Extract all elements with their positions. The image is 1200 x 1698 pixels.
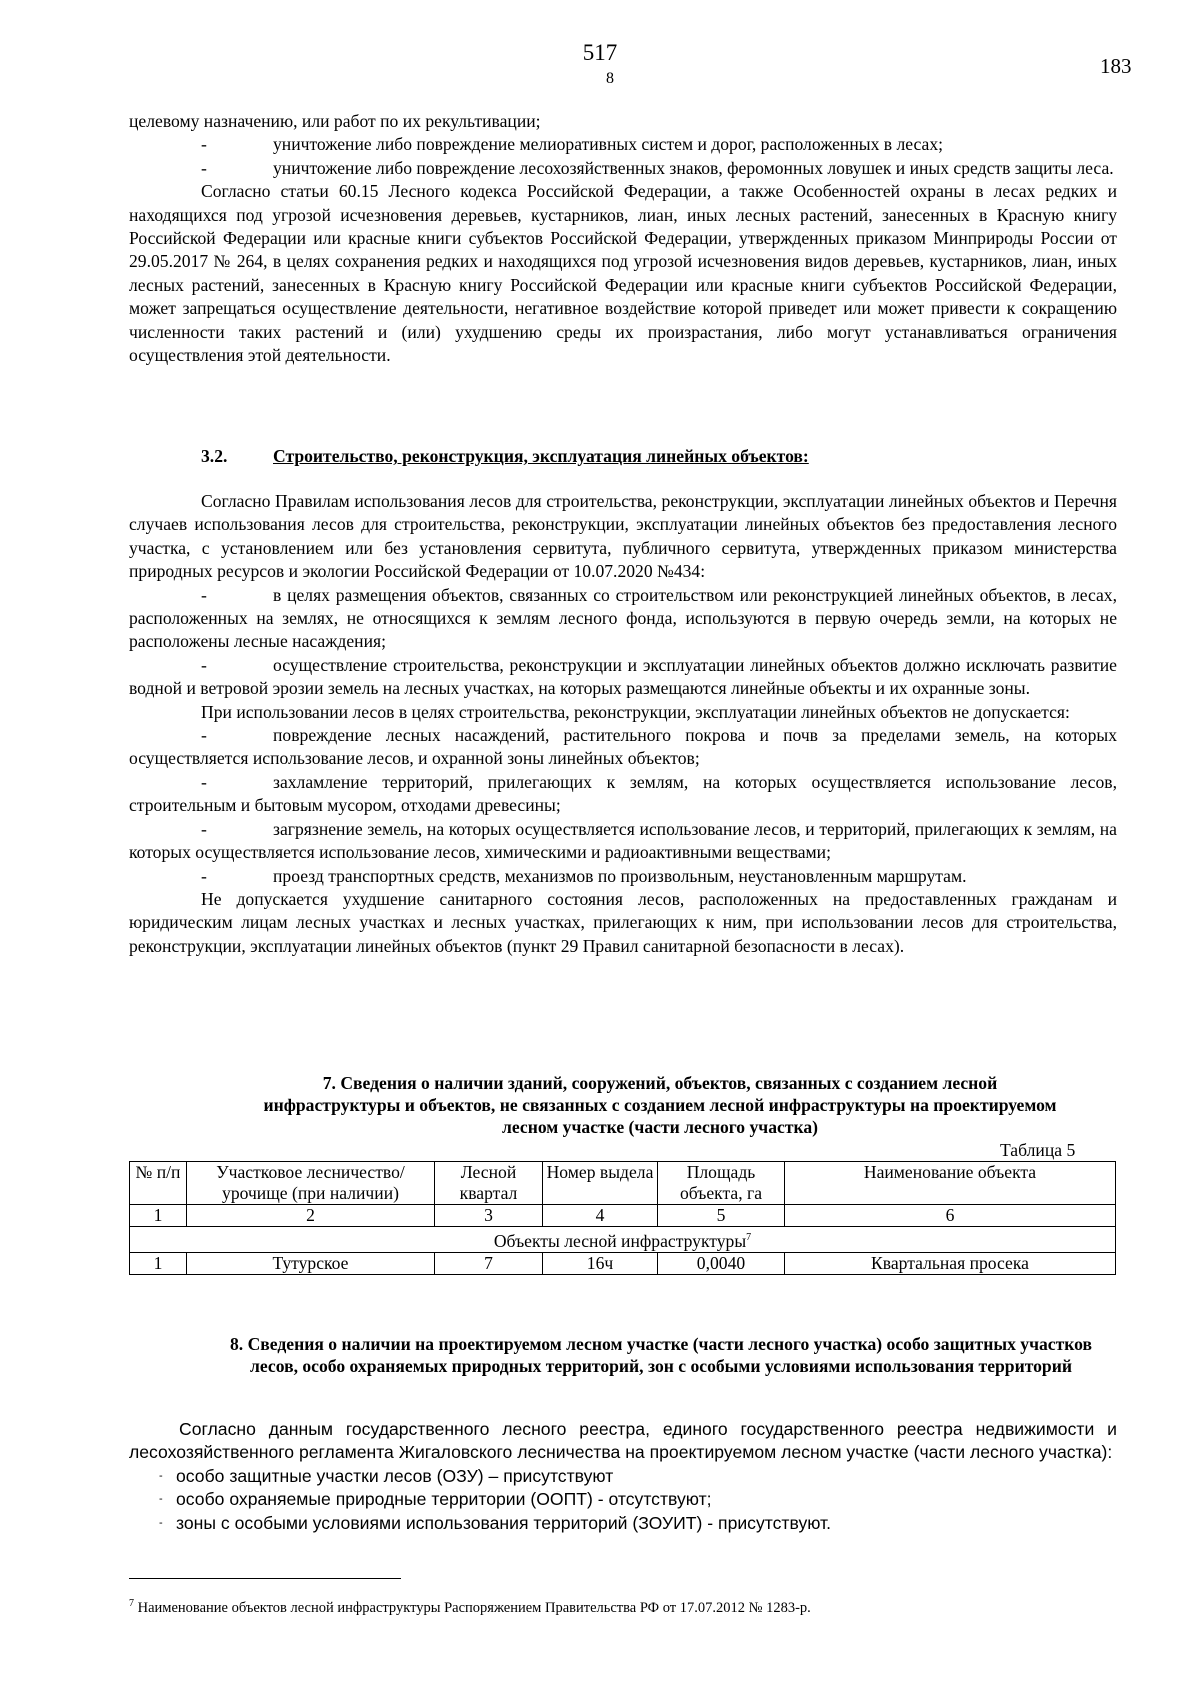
list-item: - проезд транспортных средств, механизмов по произвольным, неустановленным маршрутам. <box>129 865 1117 888</box>
paragraph: Не допускается ухудшение санитарного состояния лесов, расположенных на предоставленных гражданам и юридическим лицам лесных участках и лесных участках, прилегающих к ним, при использовании лесов для строительства, реконструкции, эксплуатации линейных объектов (пункт 29 Правил санитарной безопасности в лесах). <box>129 888 1117 956</box>
table-cell: 3 <box>435 1205 543 1227</box>
table-cell: 1 <box>130 1205 187 1227</box>
footnote-number: 7 <box>129 1598 134 1609</box>
paragraph: Согласно статьи 60.15 Лесного кодекса Российской Федерации, а также Особенностей охраны в лесах редких и находящихся под угрозой исчезновения деревьев, кустарников, лиан, иных лесных растений, занесенных в Красную книгу Российской Федерации или красные книги субъектов Российской Федерации, утвержденных приказом Минприроды России от 29.05.2017 № 264, в целях сохранения редких и находящихся под угрозой исчезновения видов деревьев, кустарников, лиан, иных лесных растений, занесенных в Красную книгу Российской Федерации или красные книги субъектов Российской Федерации, может запрещаться осуществление деятельности, негативное воздействие которой приведет или может привести к сокращению численности таких растений и (или) ухудшению среды их произрастания, либо могут устанавливаться ограничения осуществления этой деятельности. <box>129 181 1117 366</box>
table-row <box>130 1252 1116 1274</box>
table-header-cell: № п/п <box>130 1162 187 1205</box>
list-item: - загрязнение земель, на которых осуществляется использование лесов, и территорий, прилегающих к землям, на которых осуществляется использование лесов, химическими и радиоактивными веществами; <box>129 818 1117 865</box>
footnote-divider <box>129 1578 401 1579</box>
bullet-text: особо защитные участки лесов (ОЗУ) – присутствуют <box>176 1465 614 1486</box>
table-caption: Таблица 5 <box>1000 1140 1076 1160</box>
table-header-cell: Участковое лесничество/урочище (при наличии) <box>187 1162 435 1205</box>
section-3-2-heading <box>201 446 809 467</box>
list-item: - в целях размещения объектов, связанных со строительством или реконструкцией линейных объектов, в лесах, расположенных на землях, не относящихся к землям лесного фонда, используются в первую очередь земли, на которых не расположены лесные насаждения; <box>129 584 1117 654</box>
footnote-mark: 7 <box>746 1232 752 1243</box>
bullet-text: особо охраняемые природные территории (ООПТ) - отсутствуют; <box>176 1489 712 1510</box>
section-title: Строительство, реконструкция, эксплуатация линейных объектов: <box>273 446 809 466</box>
table-header-cell: Площадь объекта, га <box>658 1162 785 1205</box>
paragraph: Согласно данным государственного лесного реестра, единого государственного реестра недвижимости и лесохозяйственного регламента Жигаловского лесничества на проектируемом лесном участке (части лесного участка): <box>129 1419 1117 1463</box>
list-item: - захламление территорий, прилегающих к землям, на которых осуществляется использование лесов, строительным и бытовым мусором, отходами древесины; <box>129 771 1117 818</box>
table-cell: Тутурское <box>187 1252 435 1274</box>
footnote <box>129 1598 811 1617</box>
section-8-heading: 8. Сведения о наличии на проектируемом лесном участке (части лесного участка) особо защитных участков лесов, особо охраняемых природных территорий, зон с особыми условиями использования территорий <box>229 1334 1092 1376</box>
list-item <box>129 1512 1117 1535</box>
list-item: - уничтожение либо повреждение лесохозяйственных знаков, феромонных ловушек и иных средств защиты леса. <box>129 157 1117 180</box>
group-label: Объекты лесной инфраструктуры <box>493 1230 747 1251</box>
paragraph: Согласно Правилам использования лесов для строительства, реконструкции, эксплуатации линейных объектов и Перечня случаев использования лесов для строительства, реконструкции, эксплуатации линейных объектов без предоставления лесного участка, с установлением или без установления сервитута, публичного сервитута, утвержденных приказом министерства природных ресурсов и экологии Российской Федерации от 10.07.2020 №434: <box>129 491 1117 582</box>
paragraph: При использовании лесов в целях строительства, реконструкции, эксплуатации линейных объектов не допускается: <box>201 701 1070 722</box>
paragraph: целевому назначению, или работ по их рекультивации; <box>129 111 541 131</box>
table-header-row <box>130 1162 1116 1205</box>
section-3-2-body <box>129 490 1117 958</box>
table-cell: 2 <box>187 1205 435 1227</box>
table-group-cell <box>130 1227 1116 1253</box>
table-cell: 6 <box>785 1205 1116 1227</box>
page-number-main: 517 <box>582 40 618 65</box>
list-item: - уничтожение либо повреждение мелиоративных систем и дорог, расположенных в лесах; <box>129 133 1117 156</box>
table-cell: 5 <box>658 1205 785 1227</box>
infrastructure-table <box>129 1161 1116 1275</box>
section-3-1-tail <box>129 110 1117 367</box>
section-8-body <box>129 1418 1117 1535</box>
section-7-heading: 7. Сведения о наличии зданий, сооружений, объектов, связанных с созданием лесной инфраструктуры и объектов, не связанных с созданием лесной инфраструктуры на проектируемом лесном участке (части лесного участка) <box>263 1073 1057 1137</box>
table-cell: 7 <box>435 1252 543 1274</box>
footnote-text: Наименование объектов лесной инфраструктуры Распоряжением Правительства РФ от 17.07.2012 № 1283-р. <box>137 1599 811 1616</box>
list-item <box>129 1465 1117 1488</box>
page-number-sub: 8 <box>606 70 614 87</box>
table-header-cell: Номер выдела <box>543 1162 658 1205</box>
table-cell: 16ч <box>543 1252 658 1274</box>
list-item <box>129 1488 1117 1511</box>
list-item: - повреждение лесных насаждений, растительного покрова и почв за пределами земель, на которых осуществляется использование лесов, и охранной зоны линейных объектов; <box>129 724 1117 771</box>
table-header-cell: Наименование объекта <box>785 1162 1116 1205</box>
bullet-text: зоны с особыми условиями использования территорий (ЗОУИТ) - присутствуют. <box>176 1512 832 1533</box>
table-group-row <box>130 1227 1116 1253</box>
table-cell: 0,0040 <box>658 1252 785 1274</box>
table-header-cell: Лесной квартал <box>435 1162 543 1205</box>
table-column-numbers-row <box>130 1205 1116 1227</box>
section-number: 3.2. <box>201 446 228 466</box>
table-cell: Квартальная просека <box>785 1252 1116 1274</box>
list-item: - осуществление строительства, реконструкции и эксплуатации линейных объектов должно исключать развитие водной и ветровой эрозии земель на лесных участках, на которых размещаются линейные объекты и их охранные зоны. <box>129 654 1117 701</box>
page-number-right: 183 <box>1100 54 1132 78</box>
table-cell: 4 <box>543 1205 658 1227</box>
table-cell: 1 <box>130 1252 187 1274</box>
